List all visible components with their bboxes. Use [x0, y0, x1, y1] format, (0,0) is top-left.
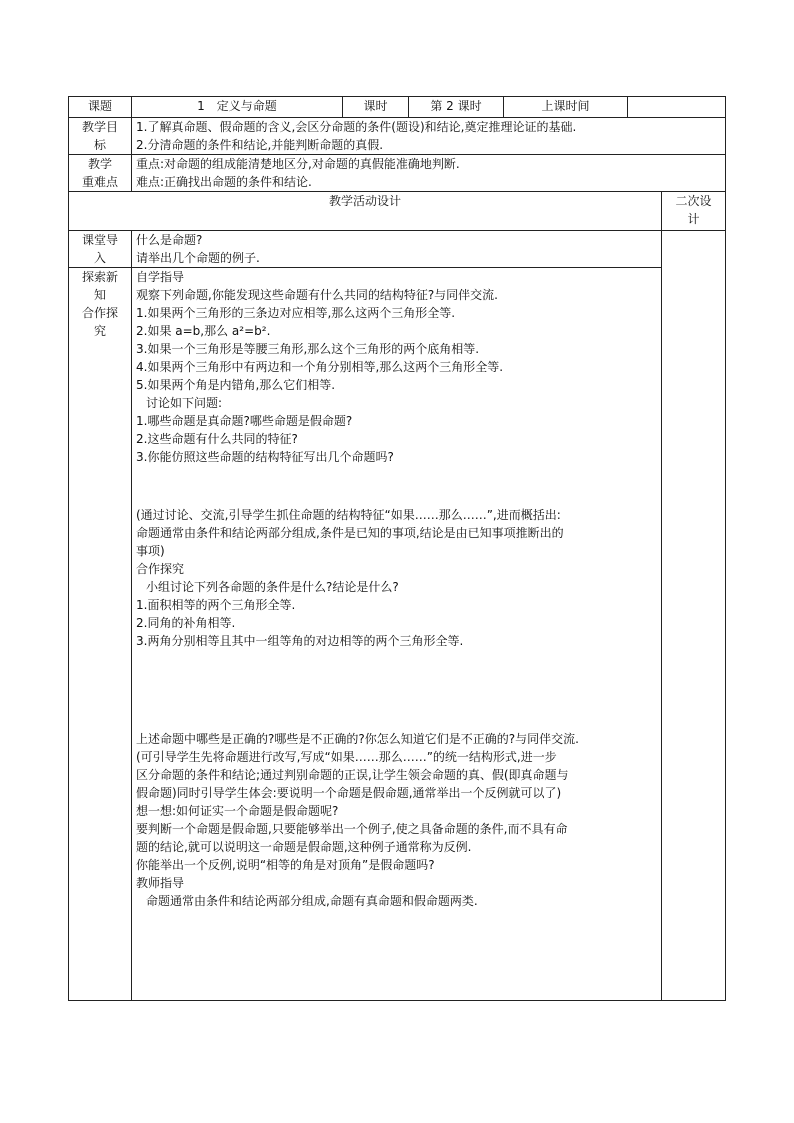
self-study-title: 自学指导: [136, 270, 185, 284]
period-value: 第 2 课时: [409, 97, 504, 118]
coop-item: 1.面积相等的两个三角形全等.: [136, 598, 296, 612]
self-study-item: 2.如果 a=b,那么 a²=b².: [136, 324, 271, 338]
period-label: 课时: [343, 97, 409, 118]
keypoints-label: 教学 重难点: [69, 155, 132, 192]
explore-content: [132, 268, 662, 1001]
time-value: [628, 97, 726, 118]
explore-row: [69, 268, 726, 1001]
coop-title: 合作探究: [136, 562, 185, 576]
topic-value: 1 定义与命题: [132, 97, 343, 118]
time-label: 上课时间: [504, 97, 628, 118]
after-line: 题的结论,就可以说明这一命题是假命题,这种例子通常称为反例.: [136, 840, 472, 854]
self-study-item: 5.如果两个角是内错角,那么它们相等.: [136, 378, 336, 392]
keypoints-content: [132, 155, 726, 192]
keypoint-item: 难点:正确找出命题的条件和结论.: [136, 175, 312, 189]
summary-line: 事项): [136, 544, 165, 558]
coop-item: 3.两角分别相等且其中一组等角的对边相等的两个三角形全等.: [136, 634, 464, 648]
after-line: 上述命题中哪些是正确的?哪些是不正确的?你怎么知道它们是不正确的?与同伴交流.: [136, 732, 579, 746]
self-study-intro: 观察下列命题,你能发现这些命题有什么共同的结构特征?与同伴交流.: [136, 288, 499, 302]
lesson-plan: [68, 96, 725, 1001]
second-design-cell: [662, 231, 726, 1001]
self-study-item: 3.如果一个三角形是等腰三角形,那么这个三角形的两个底角相等.: [136, 342, 480, 356]
intro-row: [69, 231, 726, 268]
self-study-item: 4.如果两个三角形中有两边和一个角分别相等,那么这两个三角形全等.: [136, 360, 504, 374]
teacher-title: 教师指导: [136, 876, 185, 890]
discuss-title: 讨论如下问题:: [146, 396, 223, 410]
after-line: 假命题)同时引导学生体会:要说明一个命题是假命题,通常举出一个反例就可以了): [136, 786, 562, 800]
goal-item: 1.了解真命题、假命题的含义,会区分命题的条件(题设)和结论,奠定推理论证的基础.: [136, 120, 577, 134]
keypoint-item: 重点:对命题的组成能清楚地区分,对命题的真假能准确地判断.: [136, 157, 460, 171]
second-design-label: 二次设 计: [662, 192, 726, 231]
intro-content: 什么是命题? 请举出几个命题的例子.: [132, 231, 662, 268]
summary-line: 命题通常由条件和结论两部分组成,条件是已知的事项,结论是由已知事项推断出的: [136, 526, 564, 540]
after-line: 区分命题的条件和结论;通过判别命题的正误,让学生领会命题的真、假(即真命题与: [136, 768, 569, 782]
coop-item: 2.同角的补角相等.: [136, 616, 236, 630]
after-line: 要判断一个命题是假命题,只要能够举出一个例子,使之具备命题的条件,而不具有命: [136, 822, 568, 836]
keypoints-row: [69, 155, 726, 192]
goals-label: 教学目 标: [69, 118, 132, 155]
design-row: [69, 192, 726, 231]
after-line: 你能举出一个反例,说明“相等的角是对顶角”是假命题吗?: [136, 858, 435, 872]
after-line: 想一想:如何证实一个命题是假命题呢?: [136, 804, 339, 818]
design-title: 教学活动设计: [69, 192, 662, 231]
header-row: [69, 97, 726, 118]
goal-item: 2.分清命题的条件和结论,并能判断命题的真假.: [136, 138, 384, 152]
coop-intro: 小组讨论下列各命题的条件是什么?结论是什么?: [146, 580, 399, 594]
intro-label: 课堂导 入: [69, 231, 132, 268]
summary-line: (通过讨论、交流,引导学生抓住命题的结构特征“如果……那么……”,进而概括出:: [136, 508, 561, 522]
teacher-line: 命题通常由条件和结论两部分组成,命题有真命题和假命题两类.: [146, 894, 478, 908]
goals-row: [69, 118, 726, 155]
goals-content: [132, 118, 726, 155]
lesson-plan-table: [68, 96, 726, 1001]
explore-label: 探索新 知 合作探 究: [69, 268, 132, 1001]
discuss-item: 2.这些命题有什么共同的特征?: [136, 432, 298, 446]
discuss-item: 1.哪些命题是真命题?哪些命题是假命题?: [136, 414, 353, 428]
after-line: (可引导学生先将命题进行改写,写成“如果……那么……”的统一结构形式,进一步: [136, 750, 557, 764]
topic-label: 课题: [69, 97, 132, 118]
discuss-item: 3.你能仿照这些命题的结构特征写出几个命题吗?: [136, 450, 394, 464]
self-study-item: 1.如果两个三角形的三条边对应相等,那么这两个三角形全等.: [136, 306, 456, 320]
